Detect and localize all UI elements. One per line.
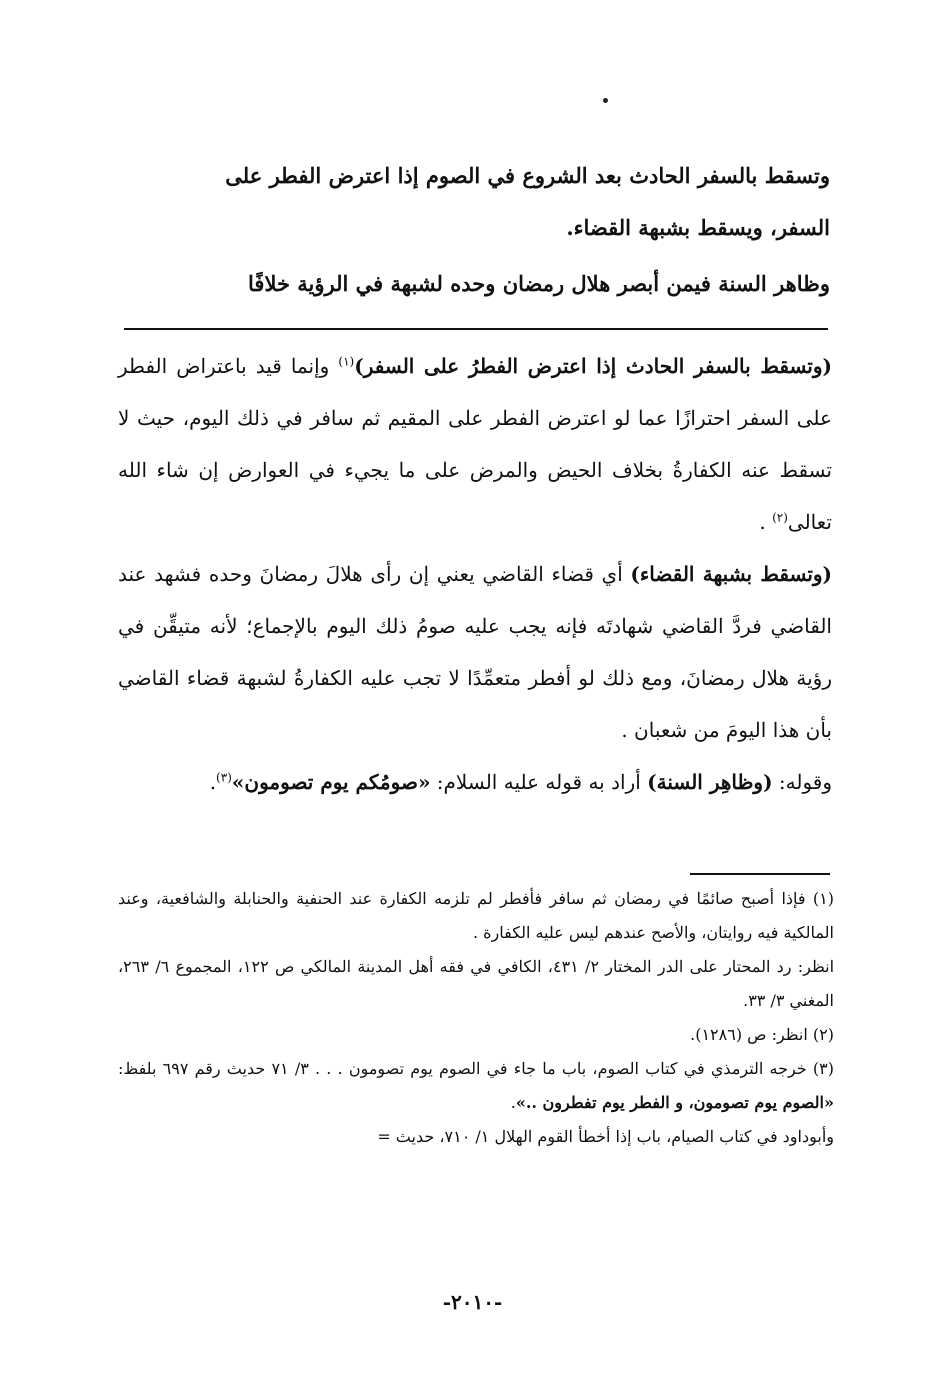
commentary-text: وقوله:: [772, 770, 832, 794]
footnote: (١) فإذا أصبح صائمًا في رمضان ثم سافر فأفطر لم تلزمه الكفارة عند الحنفية والحنابلة والشافعية، وعند المالكية فيه روايتان، والأصح عندهم ليس عليه الكفارة .: [118, 889, 834, 942]
footnote-quote: «الصوم يوم تصومون، و الفطر يوم تفطرون ..»: [515, 1093, 834, 1112]
commentary-text: .: [209, 770, 217, 794]
footnote: [118, 1052, 834, 1120]
commentary-paragraph: [118, 756, 832, 808]
commentary-text: وإنما قيد باعتراض الفطر على السفر احترازًا عما لو اعترض الفطر على المقيم ثم سافر في ذلك اليوم، حيث لا تسقط عنه الكفارةُ بخلاف الحيض والمرض على ما يجيء في العوارض إن شاء الله تعالى: [118, 354, 832, 534]
matn-quote: (وتسقط بشبهة القضاء): [630, 562, 833, 586]
footnote: (٢) انظر: ص (١٢٨٦).: [690, 1025, 834, 1044]
footnote-ref: (٢): [772, 510, 788, 525]
matn-quote: (وظاهِر السنة): [647, 770, 773, 794]
footnote-divider: [690, 873, 830, 875]
footnote-ref: (١): [338, 354, 355, 369]
matn-quote: (وتسقط بالسفر الحادث إذا اعترض الفطرُ على السفر): [354, 354, 832, 378]
commentary-text: أي قضاء القاضي يعني إن رأى هلالَ رمضانَ وحده فشهد عند القاضي فردَّ القاضي شهادتَه فإنه يجب عليه صومُ ذلك اليوم بالإجماع؛ لأنه متيقِّن في رؤية هلال رمضانَ، ومع ذلك لو أفطر متعمِّدًا لا تجب عليه الكفارةُ لشبهة قضاء القاضي بأن هذا اليومَ من شعبان .: [118, 562, 832, 742]
matn-text-block: [118, 150, 830, 254]
matn-line: وظاهر السنة فيمن أبصر هلال رمضان وحده لشبهة في الرؤية خلافًا: [248, 271, 830, 296]
footnotes: [118, 882, 834, 1154]
matn-text-block: [118, 258, 830, 310]
page-number: -٢٠١٠-: [442, 1290, 503, 1314]
footnote-ref: (٣): [216, 770, 232, 785]
commentary-text: .: [759, 510, 773, 534]
section-divider: [124, 328, 828, 330]
commentary-paragraph: [118, 548, 832, 756]
footnote-text: .: [510, 1093, 516, 1112]
matn-line: السفر، ويسقط بشبهة القضاء.: [566, 215, 830, 240]
footnote: وأبوداود في كتاب الصيام، باب إذا أخطأ القوم الهلال ١/ ٧١٠، حديث =: [377, 1127, 834, 1146]
footnote-text: (٣) خرجه الترمذي في كتاب الصوم، باب ما جاء في الصوم يوم تصومون . . . ٣/ ٧١ حديث رقم ٦٩٧ بلفظ:: [118, 1059, 835, 1078]
ink-dot: [603, 98, 608, 103]
matn-line: وتسقط بالسفر الحادث بعد الشروع في الصوم إذا اعترض الفطر على: [225, 163, 830, 188]
commentary-text: أراد به قوله عليه السلام:: [430, 770, 648, 794]
commentary-paragraph: [118, 340, 832, 548]
hadith-quote: «صومُكم يوم تصومون»: [231, 770, 431, 794]
footnote: انظر: رد المحتار على الدر المختار ٢/ ٤٣١، الكافي في فقه أهل المدينة المالكي ص ١٢٢، المجموع ٦/ ٢٦٣، المغني ٣/ ٣٣.: [118, 957, 835, 1010]
